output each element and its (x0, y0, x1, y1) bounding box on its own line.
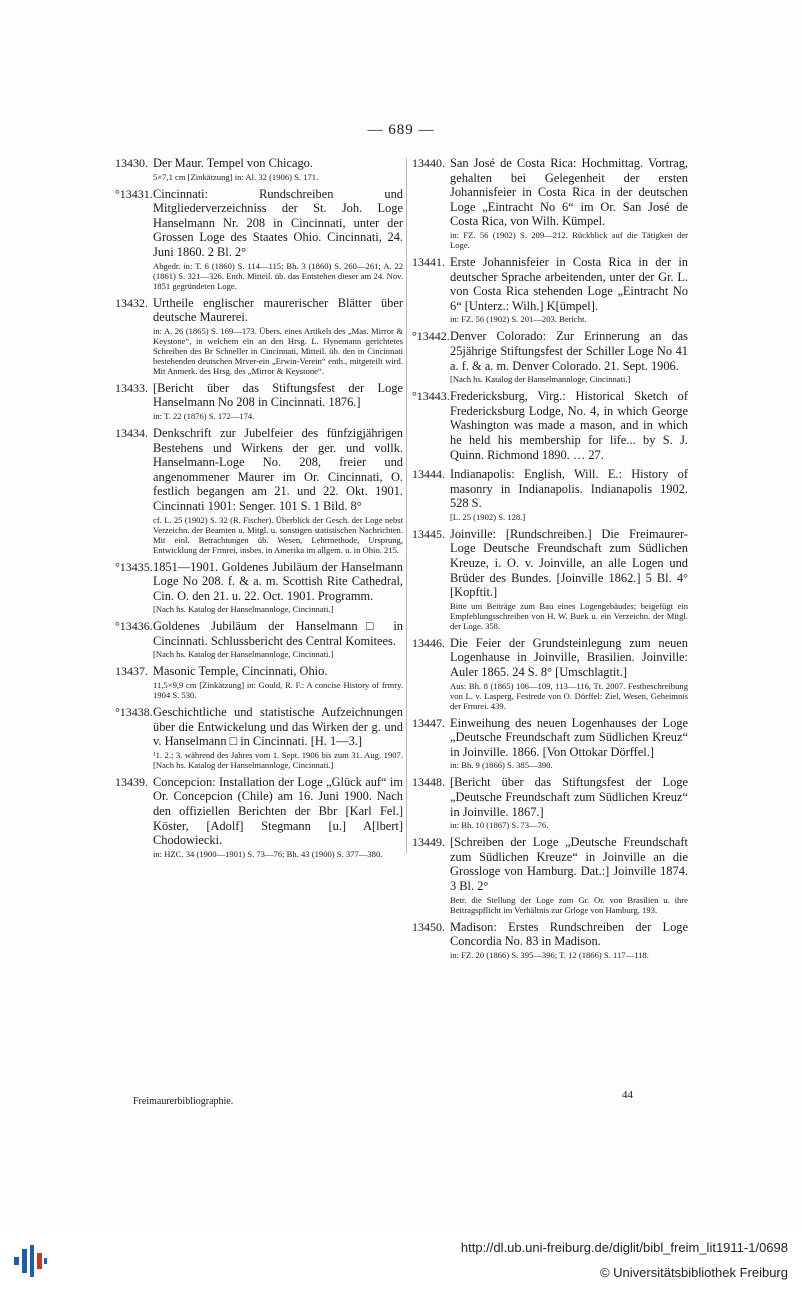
entry-note: [Nach hs. Katalog der Hanselmannloge, Cincinnati.] (153, 649, 334, 660)
entry-text: Denkschrift zur Jubelfeier des fünfzigjährigen Bestehens und Wirkens der ger. und vollk. Hanselmann-Loge No. 208, freier und angenommener Maurer im Or. Cincinnati, O. festlich begangen am 21. und 22. Okt. 1901. Cincinnati 1901: Senger. 101 S. 1 Bild. 8° (153, 425, 403, 513)
bibliography-entry (115, 705, 403, 770)
bibliography-entry (115, 156, 403, 182)
entry-text: Erste Johannisfeier in Costa Rica in der in deutscher Sprache arbeitenden, unter der Gr. L. von Costa Rica stehenden Loge „Eintracht No 6“ [Unterz.: Wilh.] K[ümpel]. (450, 254, 688, 313)
source-url-link[interactable]: http://dl.ub.uni-freiburg.de/diglit/bibl_freim_lit1911-1/0698 (460, 1240, 788, 1255)
bibliography-entry (412, 716, 688, 771)
entry-number: 13446. (412, 635, 445, 650)
entry-note: [Nach hs. Katalog der Hanselmannloge, Cincinnati.] (450, 374, 631, 385)
entry-number: 13433. (115, 380, 148, 395)
bibliography-entry (412, 156, 688, 250)
entry-number: 13434. (115, 425, 148, 440)
entry-note: ¹1. 2.; 3. während des Jahres vom 1. Sept. 1906 bis zum 31. Aug. 1907. [Nach hs. Katalog der Hanselmannloge, Cincinnati.] (153, 749, 403, 770)
bibliography-entry (412, 527, 688, 631)
entry-note: Aus: Bh. 8 (1865) 106—109, 113—116, Tt. 2007. Festbeschreibung von L. v. Lasperg, Festrede von O. Dörffel: Ziel, Wesen, Geheimnis der Frmrei. 439. (450, 680, 688, 711)
entry-number: °13438. (115, 705, 153, 720)
entry-note: in: FZ. 20 (1866) S. 395—396; T. 12 (1866) S. 117—118. (450, 949, 649, 960)
bibliography-entry (115, 381, 403, 421)
entry-note: [Nach hs. Katalog der Hanselmannloge, Cincinnati.] (153, 604, 334, 615)
bibliography-entry (115, 187, 403, 291)
copyright-notice: © Universitätsbibliothek Freiburg (599, 1265, 788, 1280)
entry-text: Joinville: [Rundschreiben.] Die Freimaurer-Loge Deutsche Freundschaft zum Südlichen Kreuze, i. O. v. Joinville, an alle Logen und Brüder des Bundes. [Joinville 1862.] 5 Bl. 4° [Kopftit.] (450, 526, 688, 600)
right-column (412, 156, 688, 965)
entry-number: 13441. (412, 254, 445, 269)
page-number: — 689 — (367, 122, 435, 138)
library-logo-icon (12, 1243, 48, 1279)
entry-number: 13447. (412, 715, 445, 730)
entry-text: Urtheile englischer maurerischer Blätter über deutsche Maurerei. (153, 295, 403, 325)
entry-number: 13430. (115, 156, 148, 170)
bibliography-entry (412, 389, 688, 462)
entry-text: [Schreiben der Loge „Deutsche Freundschaft zum Südlichen Kreuze“ in Joinville an die Grossloge von Hamburg. Dat.:] Joinville 1874. 3 Bl. 2° (450, 835, 688, 893)
entry-note: 11,5×9,9 cm [Zinkätzung] in: Gould, R. F.: A concise History of frmry. 1904 S. 530. (153, 680, 403, 701)
entry-note: cf. L. 25 (1902) S. 32 (R. Fischer). Überblick der Gesch. der Loge nebst Verzeichn. der Beamten u. Mitgl. u. sonstigen statistischen Nachrichten. Mit einl. Betrachtungen üb. Wesen, Lehrmethode, Ursprung, Entwicklung der Frmrei, insbes. in Amerika im allgem. u. in Ohio. 215. (153, 514, 403, 555)
entry-number: °13431. (115, 186, 153, 201)
entry-text: Indianapolis: English, Will. E.: History of masonry in Indianapolis. Indianapolis 1902. 528 S. (450, 467, 688, 511)
entry-text: Einweihung des neuen Logenhauses der Loge „Deutsche Freundschaft zum Südlichen Kreuz“ in Joinville. 1866. [Von Ottokar Dörffel.] (450, 715, 688, 759)
bibliography-entry (412, 920, 688, 960)
entry-text: Cincinnati: Rundschreiben und Mitgliederverzeichniss der St. Joh. Loge Hanselmann Nr. 208 in Cincinnati, unter der Grossen Loge des Staates Ohio. Cincinnati, 24. Juni 1860. 2 Bl. 2° (153, 186, 403, 259)
entry-text: [Bericht über das Stiftungsfest der Loge „Deutsche Freundschaft zum Südlichen Kreuz“ in Joinville. 1867.] (450, 775, 688, 819)
entry-text: Concepcion: Installation der Loge „Glück auf“ im Or. Concepcion (Chile) am 16. Juni 1900. Nach den offiziellen Berichten der Bbr [Karl Fel.] Köster, [Adolf] Stegmann [u.] A[lbert] Chodowiecki. (153, 774, 403, 848)
bibliography-entry (115, 619, 403, 659)
footer-sheet-number: 44 (622, 1089, 633, 1101)
footer-signature: Freimaurerbibliographie. (133, 1096, 234, 1107)
entry-number: 13437. (115, 664, 148, 679)
bibliography-entry (115, 296, 403, 376)
entry-number: °13443. (412, 389, 450, 404)
entry-number: °13442. (412, 329, 450, 344)
entry-note: in: FZ. 56 (1902) S. 201—203. Bericht. (450, 314, 587, 325)
entry-number: 13440. (412, 156, 445, 170)
entry-note: Bitte um Beiträge zum Bau eines Logengebäudes; beigefügt ein Empfehlungsschreiben von H. W. Buek u. ein Verzeichn. der Mitgl. der Loge. 358. (450, 600, 688, 631)
bibliography-entry (115, 426, 403, 555)
bibliography-entry (115, 560, 403, 615)
entry-text: Die Feier der Grundsteinlegung zum neuen Logenhause in Joinville, Brasilien. Joinville: Auler 1865. 24 S. 8° [Umschlagtit.] (450, 635, 688, 680)
entry-note: in: A. 26 (1865) S. 169—173. Übers. eines Artikels des „Mas. Mirror & Keystone“, in welchem ein an den Hrsg. L. Hynemann gerichtetes Schreiben des Br Schneller in Cincinnati, Mitteil. üb. den in Cincinnati bestehenden deutschen Mrver-ein „Erwin-Verein“ enth., mitgeteilt wird. Mit Anmerk. des Hrsg. des „Mirror & Keystone“. (153, 325, 403, 376)
entry-note: in: T. 22 (1876) S. 172—174. (153, 410, 255, 421)
bibliography-entry (412, 835, 688, 914)
entry-note: Abgedr. in: T. 6 (1860) S. 114—115; Bh. 3 (1860) S. 260—261; A. 22 (1861) S. 321—326. Enth. Mitteil. üb. das Entstehen dieser am 24. Nov. 1851 gegründeten Loge. (153, 260, 403, 291)
entry-note: 5×7,1 cm [Zinkätzung] in: Al. 32 (1906) S. 171. (153, 171, 319, 182)
entry-note: in: FZ. 56 (1902) S. 209—212. Rückblick auf die Tätigkeit der Loge. (450, 229, 688, 250)
entry-number: 13432. (115, 295, 148, 310)
bibliography-entry (115, 775, 403, 859)
bibliography-entry (412, 255, 688, 324)
column-divider (406, 158, 407, 853)
entry-text: Goldenes Jubiläum der Hanselmann□ in Cincinnati. Schlussbericht des Central Komitees. (153, 619, 403, 648)
entry-number: 13448. (412, 775, 445, 790)
entry-number: 13450. (412, 919, 445, 934)
bibliography-entry (115, 664, 403, 700)
entry-number: 13444. (412, 467, 445, 482)
entry-number: 13449. (412, 835, 445, 850)
entry-text: [Bericht über das Stiftungsfest der Loge Hanselmann No 208 in Cincinnati. 1876.] (153, 380, 403, 410)
entry-text: Fredericksburg, Virg.: Historical Sketch of Fredericksburg Lodge, No. 4, in which George Washington was made a mason, and in which he held his membership for life... by S. J. Quinn. Richmond 1890. … 27. (450, 389, 688, 462)
entry-note: Betr. die Stellung der Loge zum Gr. Or. von Brasilien u. ihre Beitragspflicht im Verhältnis zur Grloge von Hamburg. 193. (450, 894, 688, 915)
bibliography-entry (412, 775, 688, 830)
entry-text: Denver Colorado: Zur Erinnerung an das 25jährige Stiftungsfest der Schiller Loge No 41 a. f. & a. m. Denver Colorado. 21. Sept. 1906. (450, 329, 688, 373)
bibliography-entry (412, 467, 688, 522)
bottom-bar (0, 1230, 802, 1290)
entry-note: in: Bh. 10 (1867) S. 73—76. (450, 820, 549, 831)
entry-text: Masonic Temple, Cincinnati, Ohio. (153, 664, 328, 679)
left-column (115, 156, 403, 864)
entry-text: 1851—1901. Goldenes Jubiläum der Hanselmann Loge No 208. f. & a. m. Scottish Rite Cathedral, Cin. O. den 21. u. 22. Oct. 1901. Programm. (153, 559, 403, 603)
entry-text: Der Maur. Tempel von Chicago. (153, 156, 313, 170)
entry-number: 13445. (412, 526, 445, 541)
entry-number: 13439. (115, 774, 148, 789)
entry-text: Geschichtliche und statistische Aufzeichnungen über die Entwickelung und das Wirken der g. und v. Hanselmann □ in Cincinnati. [H. 1—3.] (153, 705, 403, 749)
entry-note: in: Bh. 9 (1866) S. 385—390. (450, 760, 553, 771)
bibliography-entry (412, 636, 688, 711)
entry-text: San José de Costa Rica: Hochmittag. Vortrag, gehalten bei Gelegenheit der ersten Johannisfeier in Costa Rica in der deutschen Loge „Eintracht No 6“ im Or. San José de Costa Rica, von Wilh. Kümpel. (450, 156, 688, 229)
entry-text: Madison: Erstes Rundschreiben der Loge Concordia No. 83 in Madison. (450, 919, 688, 949)
entry-number: °13436. (115, 619, 153, 634)
entry-number: °13435. (115, 559, 153, 574)
bibliography-entry (412, 329, 688, 384)
entry-note: in: HZC. 34 (1900—1901) S. 73—76; Bh. 43 (1900) S. 377—380. (153, 848, 383, 859)
entry-note: [L. 25 (1902) S. 128.] (450, 511, 526, 522)
